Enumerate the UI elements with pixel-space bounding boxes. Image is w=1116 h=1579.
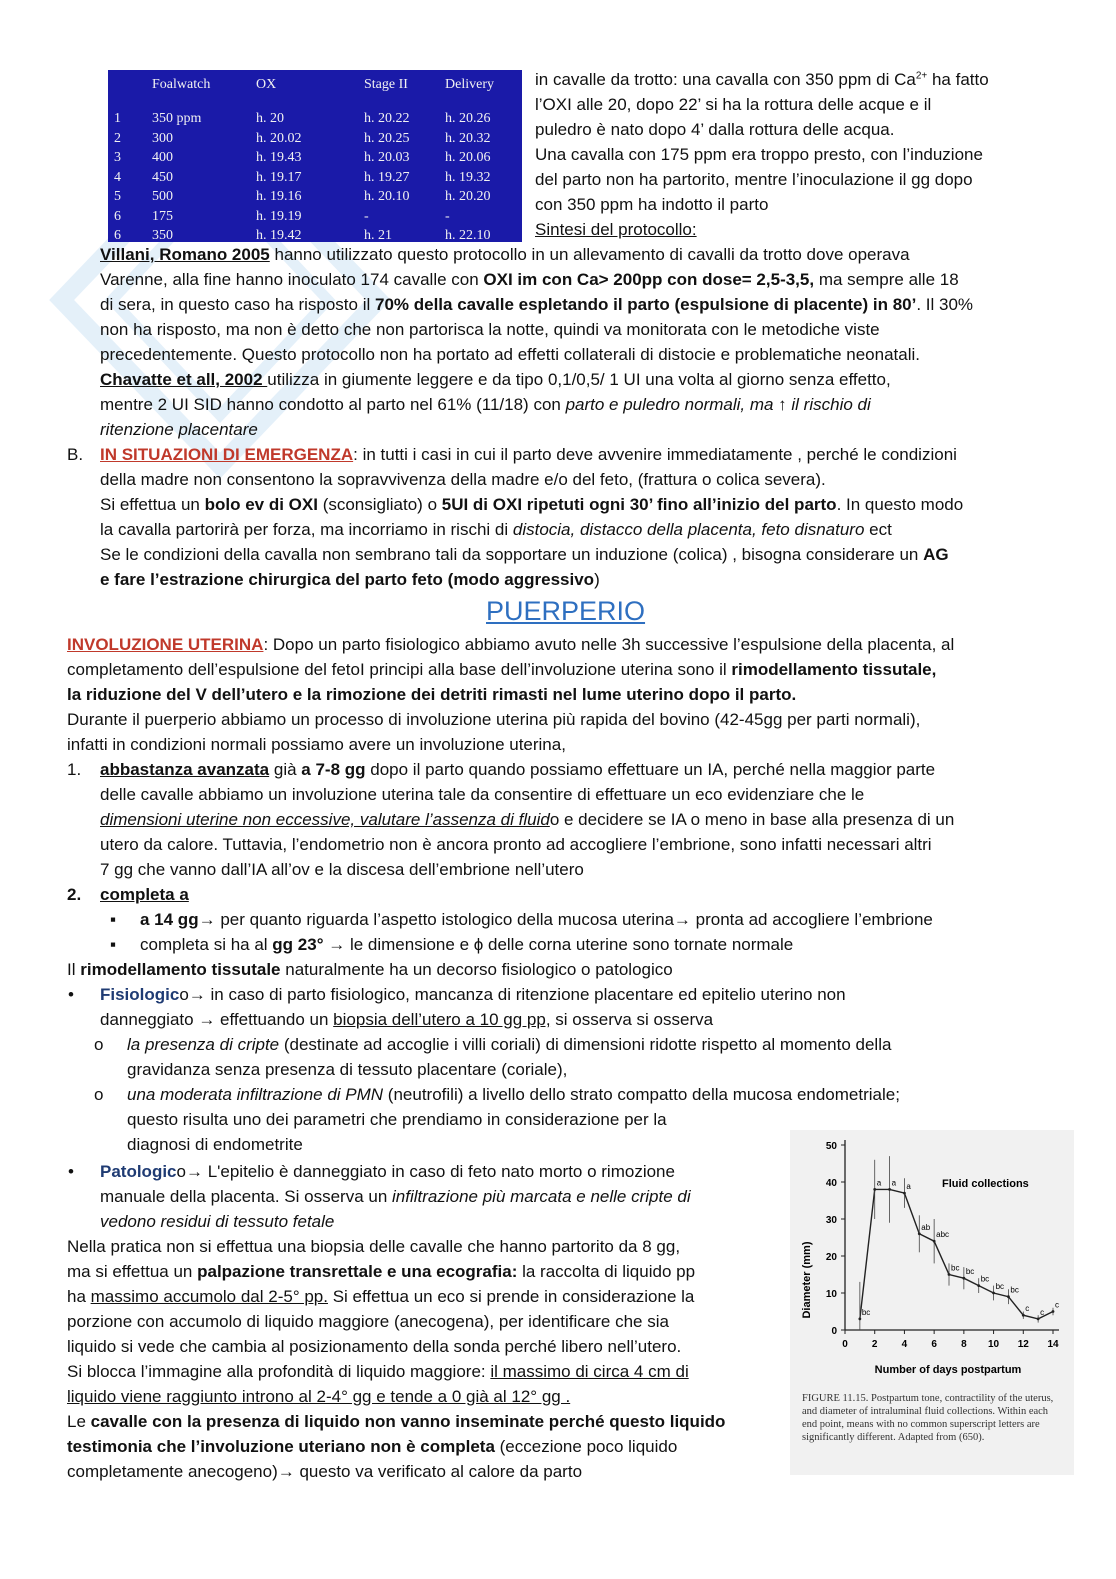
- table-cell: 4: [114, 169, 121, 185]
- data-point: [1052, 1310, 1055, 1313]
- text-line: gravidanza senza presenza di tessuto placentare (coriale),: [127, 1060, 568, 1079]
- table-cell: 3: [114, 150, 121, 165]
- text-line: vedono residui di tessuto fetale: [100, 1212, 335, 1231]
- text-line: diagnosi di endometrite: [127, 1135, 303, 1154]
- text-line: della madre non consentono la sopravvivenza della madre e/o del feto, (frattura o colica severa).: [100, 470, 826, 489]
- data-letter: bc: [1010, 1285, 1019, 1295]
- table-cell: 5: [114, 189, 121, 204]
- induction-table: [108, 70, 522, 242]
- table-header: Stage II: [364, 77, 408, 92]
- text-line: Varenne, alla fine hanno inoculato 174 cavalle con OXI im con Ca> 200pp con dose= 2,5-3,5, ma sempre alle 18: [100, 270, 959, 289]
- table-cell: h. 19.43: [256, 150, 302, 165]
- data-point: [933, 1240, 936, 1243]
- table-cell: 300: [152, 130, 173, 146]
- text-line: mentre 2 UI SID hanno condotto al parto nel 61% (11/18) con parto e puledro normali, ma ↑ il rischio di: [100, 395, 871, 414]
- text-line: Le cavalle con la presenza di liquido non vanno inseminate perché questo liquido: [67, 1412, 726, 1431]
- text-line: del parto non ha partorito, mentre l’inoculazione il gg dopo: [535, 170, 973, 189]
- data-point: [1007, 1295, 1010, 1298]
- table-cell: h. 19.27: [364, 169, 410, 185]
- figure-caption: FIGURE 11.15. Postpartum tone, contractility of the uterus, and diameter of intraluminal fluid collections. Within each end point, means with no common superscript letters are significantly different. Adapted from (650).: [802, 1393, 1054, 1443]
- text-line: porzione con accumolo di liquido maggiore (anecogena), per identificare che sia: [67, 1312, 669, 1331]
- circle-bullet: o: [94, 1085, 104, 1104]
- x-tick-label: 6: [931, 1339, 937, 1350]
- fluid-chart-figure: [790, 1130, 1074, 1475]
- table-cell: 1: [114, 111, 121, 126]
- text-line: una moderata infiltrazione di PMN (neutrofili) a livello dello strato compatto della mucosa endometriale;: [127, 1085, 900, 1104]
- x-tick-label: 12: [1017, 1339, 1029, 1350]
- data-point: [962, 1277, 965, 1280]
- text-line: manuale della placenta. Si osserva un infiltrazione più marcata e nelle cripte di: [100, 1187, 691, 1206]
- text-line: INVOLUZIONE UTERINA: Dopo un parto fisiologico abbiamo avuto nelle 3h successive l’espulsione della placenta, al: [67, 635, 955, 654]
- table-header: OX: [256, 77, 277, 92]
- data-letter: c: [1040, 1307, 1045, 1317]
- data-point: [977, 1284, 980, 1287]
- text-line: Sintesi del protocollo:: [535, 220, 697, 239]
- data-letter: c: [1055, 1300, 1059, 1310]
- text-line: delle cavalle abbiamo un involuzione uterina tale da consentire di effettuare un eco evidenziare che le: [100, 785, 865, 804]
- circle-bullet: o: [94, 1035, 104, 1054]
- text-line: Una cavalla con 175 ppm era troppo presto, con l’induzione: [535, 145, 983, 164]
- text-line: puledro è nato dopo 4’ dalla rottura delle acqua.: [535, 120, 895, 139]
- text-line: e fare l’estrazione chirurgica del parto feto (modo aggressivo): [100, 570, 600, 589]
- x-tick-label: 4: [901, 1339, 908, 1350]
- table-header: Delivery: [445, 77, 494, 92]
- text-line: Nella pratica non si effettua una biopsia delle cavalle che hanno partorito da 8 gg,: [67, 1237, 681, 1256]
- list-number: B.: [67, 445, 84, 464]
- table-cell: h. 19.42: [256, 228, 302, 243]
- data-point: [918, 1232, 921, 1235]
- text-line: completamente anecogeno)→ questo va verificato al calore da parto: [67, 1462, 583, 1481]
- table-cell: -: [364, 208, 369, 224]
- table-cell: 350: [152, 228, 173, 243]
- list-number: 1.: [67, 760, 82, 779]
- text-line: abbastanza avanzata già a 7-8 gg dopo il parto quando possiamo effettuare un IA, perché nella maggior parte: [100, 760, 936, 779]
- data-letter: a: [906, 1182, 911, 1192]
- text-line: la presenza di cripte (destinate ad accoglie i villi coriali) di dimensioni ridotte rispetto al momento della: [127, 1035, 892, 1054]
- text-line: Fisiologico→ in caso di parto fisiologico, mancanza di ritenzione placentare ed epitelio uterino non: [100, 985, 846, 1004]
- text-line: dimensioni uterine non eccessive, valutare l’assenza di fluido e decidere se IA o meno in base alla presenza di un: [100, 810, 955, 829]
- x-axis-label: Number of days postpartum: [874, 1364, 1022, 1376]
- data-letter: bc: [951, 1263, 960, 1273]
- text-line: Si effettua un bolo ev di OXI (sconsigliato) o 5UI di OXI ripetuti ogni 30’ fino all’inizio del parto. In questo modo: [100, 495, 964, 514]
- x-tick-label: 0: [842, 1339, 848, 1350]
- y-tick-label: 20: [825, 1252, 837, 1263]
- table-header: Foalwatch: [152, 77, 211, 92]
- table-cell: 500: [152, 189, 173, 204]
- x-tick-label: 10: [988, 1339, 1000, 1350]
- data-letter: a: [876, 1178, 882, 1188]
- text-line: utero da calore. Tuttavia, l’endometrio non è ancora pronto ad accogliere l’embrione, sono infatti necessari altri: [100, 835, 932, 854]
- data-point: [873, 1188, 876, 1191]
- text-line: Villani, Romano 2005 hanno utilizzato questo protocollo in un allevamento di cavalli da trotto dove operava: [100, 245, 910, 264]
- text-line: Patologico→ L'epitelio è danneggiato in caso di feto nato morto o rimozione: [100, 1162, 675, 1181]
- table-cell: h. 19.17: [256, 169, 302, 185]
- y-tick-label: 10: [825, 1289, 837, 1300]
- table-cell: -: [445, 208, 450, 224]
- text-line: con 350 ppm ha indotto il parto: [535, 195, 769, 214]
- text-line: Si blocca l’immagine alla profondità di liquido maggiore: il massimo di circa 4 cm di: [67, 1362, 689, 1381]
- list-number: 2.: [67, 885, 82, 904]
- text-line: 7 gg che vanno dall’IA all’ov e la discesa dell’embrione nell’utero: [100, 860, 584, 879]
- data-letter: c: [1025, 1304, 1030, 1314]
- text-line: IN SITUAZIONI DI EMERGENZA: in tutti i casi in cui il parto deve avvenire immediatamente , perché le condizioni: [100, 445, 957, 464]
- text-line: a 14 gg→ per quanto riguarda l’aspetto istologico della mucosa uterina→ pronta ad accogliere l’embrione: [140, 910, 933, 929]
- square-bullet: ▪: [110, 910, 117, 929]
- table-cell: 350 ppm: [152, 111, 202, 126]
- text-line: precedentemente. Questo protocollo non ha portato ad effetti collaterali di distocie e problematiche neonatali.: [100, 345, 920, 364]
- y-tick-label: 30: [825, 1215, 837, 1226]
- data-letter: bc: [980, 1274, 990, 1284]
- table-cell: h. 19.19: [256, 208, 302, 224]
- data-point: [948, 1273, 951, 1276]
- table-cell: 175: [152, 208, 173, 224]
- section-title: PUERPERIO: [486, 596, 646, 626]
- text-line: di sera, in questo caso ha risposto il 70% della cavalle espletando il parto (espulsione di placente) in 80’. Il 30%: [100, 295, 974, 314]
- data-point: [1022, 1314, 1025, 1317]
- text-line: la cavalla partorirà per forza, ma incorriamo in rischi di distocia, distacco della placenta, feto disnaturo ect: [100, 520, 892, 539]
- text-line: ha massimo accumolo dal 2-5° pp. Si effettua un eco si prende in considerazione la: [67, 1287, 695, 1306]
- x-tick-label: 8: [961, 1339, 967, 1350]
- dot-bullet: •: [68, 985, 74, 1004]
- table-cell: 450: [152, 169, 173, 185]
- table-cell: h. 20: [256, 111, 284, 126]
- data-letter: bc: [861, 1307, 871, 1317]
- y-tick-label: 50: [825, 1141, 837, 1152]
- text-line: in cavalle da trotto: una cavalla con 350 ppm di $Ca^{2+}$ ha fatto: [535, 70, 989, 89]
- y-tick-label: 40: [825, 1178, 837, 1189]
- text-line: completa si ha al gg 23° → le dimensione e ϕ delle corna uterine sono tornate normale: [140, 935, 794, 954]
- dot-bullet: •: [68, 1162, 74, 1181]
- text-line: Il rimodellamento tissutale naturalmente ha un decorso fisiologico o patologico: [67, 960, 673, 979]
- data-point: [1037, 1318, 1040, 1321]
- y-tick-label: 0: [831, 1326, 837, 1337]
- chart-legend: Fluid collections: [942, 1178, 1029, 1190]
- series-line: [860, 1189, 1053, 1319]
- text-line: ritenzione placentare: [100, 420, 258, 439]
- data-letter: abc: [936, 1230, 950, 1240]
- table-cell: h. 20.06: [445, 150, 491, 165]
- data-point: [903, 1192, 906, 1195]
- table-cell: 6: [114, 208, 121, 224]
- y-axis-label: Diameter (mm): [801, 1241, 813, 1319]
- square-bullet: ▪: [110, 935, 117, 954]
- data-point: [858, 1318, 861, 1321]
- table-cell: h. 20.20: [445, 189, 491, 204]
- data-letter: a: [891, 1178, 897, 1188]
- table-cell: h. 20.32: [445, 130, 491, 146]
- table-cell: h. 19.32: [445, 169, 491, 185]
- text-line: questo risulta uno dei parametri che prendiamo in considerazione per la: [127, 1110, 667, 1129]
- text-line: non ha risposto, ma non è detto che non partorisca la notte, quindi va monitorata con le metodiche viste: [100, 320, 880, 339]
- text-line: completamento dell’espulsione del fetoI principi alla base dell’involuzione uterina sono il rimodellamento tissutale,: [67, 660, 937, 679]
- table-cell: h. 22.10: [445, 228, 491, 243]
- table-cell: h. 21: [364, 228, 392, 243]
- text-line: testimonia che l’involuzione uteriano non è completa (eccezione poco liquido: [67, 1437, 678, 1456]
- table-cell: 400: [152, 150, 173, 165]
- table-cell: h. 20.26: [445, 111, 491, 126]
- data-point: [888, 1188, 891, 1191]
- text-line: liquido si vede che cambia al posizionamento della sonda perché libero nell’utero.: [67, 1337, 682, 1356]
- text-line: Se le condizioni della cavalla non sembrano tali da sopportare un induzione (colica) , bisogna considerare un AG: [100, 545, 949, 564]
- data-letter: bc: [995, 1282, 1005, 1291]
- data-point: [992, 1292, 995, 1295]
- data-letter: bc: [965, 1267, 975, 1277]
- text-line: danneggiato → effettuando un biopsia dell’utero a 10 gg pp, si osserva si osserva: [100, 1010, 714, 1029]
- table-cell: h. 20.22: [364, 111, 410, 126]
- table-cell: h. 20.03: [364, 150, 410, 165]
- text-line: completa a: [100, 885, 189, 904]
- fluid-chart: [790, 1130, 1074, 1392]
- x-tick-label: 2: [871, 1339, 878, 1350]
- table-cell: 6: [114, 228, 121, 243]
- table-cell: h. 20.10: [364, 189, 410, 204]
- text-line: ma si effettua un palpazione transrettale e una ecografia: la raccolta di liquido pp: [67, 1262, 696, 1281]
- table-cell: 2: [114, 130, 121, 146]
- text-line: Durante il puerperio abbiamo un processo di involuzione uterina più rapida del bovino (42-45gg per parti normali),: [67, 710, 921, 729]
- data-letter: ab: [921, 1222, 931, 1232]
- text-line: la riduzione del V dell’utero e la rimozione dei detriti rimasti nel lume uterino dopo il parto.: [67, 685, 797, 704]
- text-line: liquido viene raggiunto introno al 2-4° gg e tende a 0 già al 12° gg .: [67, 1387, 571, 1406]
- x-tick-label: 14: [1047, 1339, 1059, 1350]
- table-cell: h. 19.16: [256, 189, 302, 204]
- text-line: infatti in condizioni normali possiamo avere un involuzione uterina,: [67, 735, 566, 754]
- text-line: l’OXI alle 20, dopo 22’ si ha la rottura delle acque e il: [535, 95, 932, 114]
- table-cell: h. 20.02: [256, 130, 302, 146]
- table-cell: h. 20.25: [364, 130, 410, 146]
- text-line: Chavatte et all, 2002 utilizza in giumente leggere e da tipo 0,1/0,5/ 1 UI una volta al giorno senza effetto,: [100, 370, 891, 389]
